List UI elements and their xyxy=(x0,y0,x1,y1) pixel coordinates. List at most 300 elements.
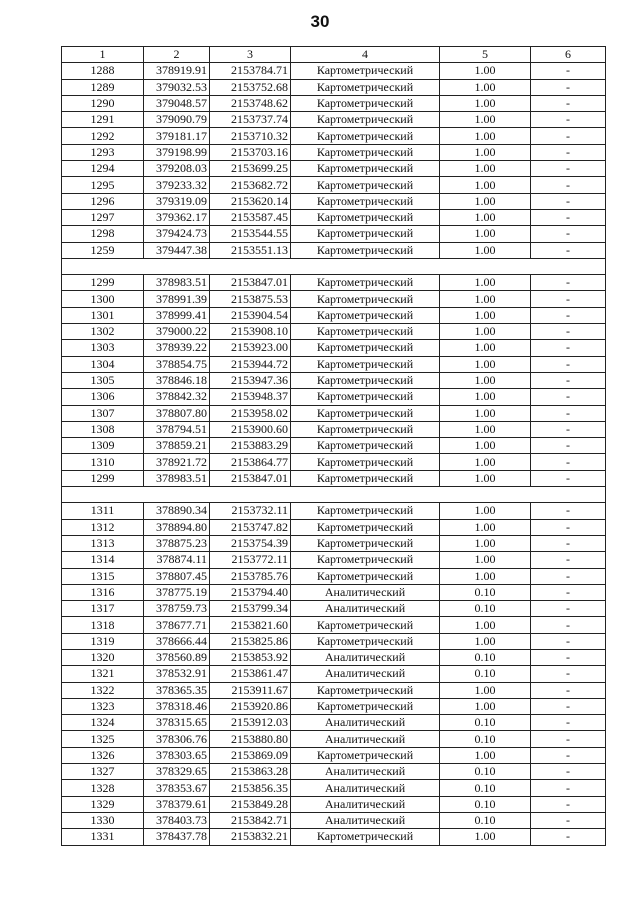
x-coordinate-cell: 378991.39 xyxy=(144,291,210,307)
table-row xyxy=(62,601,606,617)
note-cell: - xyxy=(531,649,606,665)
table-row xyxy=(62,209,606,225)
table-row xyxy=(62,340,606,356)
table-row xyxy=(62,275,606,291)
y-coordinate-cell: 2153747.82 xyxy=(210,519,291,535)
table-body xyxy=(62,63,606,845)
point-number-cell: 1307 xyxy=(62,405,144,421)
y-coordinate-cell: 2153832.21 xyxy=(210,829,291,845)
point-number-cell: 1320 xyxy=(62,649,144,665)
accuracy-cell: 1.00 xyxy=(440,63,531,79)
method-cell: Картометрический xyxy=(291,112,440,128)
col-header-3: 3 xyxy=(210,47,291,63)
method-cell: Картометрический xyxy=(291,79,440,95)
table-row xyxy=(62,764,606,780)
note-cell: - xyxy=(531,421,606,437)
point-number-cell: 1296 xyxy=(62,193,144,209)
table-row xyxy=(62,356,606,372)
accuracy-cell: 1.00 xyxy=(440,209,531,225)
point-number-cell: 1330 xyxy=(62,812,144,828)
y-coordinate-cell: 2153947.36 xyxy=(210,372,291,388)
method-cell: Картометрический xyxy=(291,161,440,177)
point-number-cell: 1297 xyxy=(62,209,144,225)
table-row xyxy=(62,519,606,535)
y-coordinate-cell: 2153620.14 xyxy=(210,193,291,209)
accuracy-cell: 1.00 xyxy=(440,79,531,95)
point-number-cell: 1304 xyxy=(62,356,144,372)
x-coordinate-cell: 379000.22 xyxy=(144,324,210,340)
accuracy-cell: 1.00 xyxy=(440,747,531,763)
table-row xyxy=(62,535,606,551)
note-cell: - xyxy=(531,715,606,731)
accuracy-cell: 1.00 xyxy=(440,405,531,421)
y-coordinate-cell: 2153737.74 xyxy=(210,112,291,128)
method-cell: Аналитический xyxy=(291,715,440,731)
x-coordinate-cell: 378919.91 xyxy=(144,63,210,79)
accuracy-cell: 0.10 xyxy=(440,715,531,731)
table-row xyxy=(62,79,606,95)
x-coordinate-cell: 378306.76 xyxy=(144,731,210,747)
method-cell: Картометрический xyxy=(291,324,440,340)
note-cell: - xyxy=(531,503,606,519)
y-coordinate-cell: 2153861.47 xyxy=(210,666,291,682)
y-coordinate-cell: 2153772.11 xyxy=(210,552,291,568)
method-cell: Картометрический xyxy=(291,307,440,323)
point-number-cell: 1306 xyxy=(62,389,144,405)
point-number-cell: 1300 xyxy=(62,291,144,307)
point-number-cell: 1313 xyxy=(62,535,144,551)
x-coordinate-cell: 378353.67 xyxy=(144,780,210,796)
separator-row xyxy=(62,258,606,274)
note-cell: - xyxy=(531,291,606,307)
x-coordinate-cell: 378666.44 xyxy=(144,633,210,649)
y-coordinate-cell: 2153703.16 xyxy=(210,144,291,160)
accuracy-cell: 1.00 xyxy=(440,519,531,535)
accuracy-cell: 0.10 xyxy=(440,584,531,600)
point-number-cell: 1318 xyxy=(62,617,144,633)
y-coordinate-cell: 2153863.28 xyxy=(210,764,291,780)
method-cell: Аналитический xyxy=(291,780,440,796)
method-cell: Аналитический xyxy=(291,796,440,812)
point-number-cell: 1312 xyxy=(62,519,144,535)
x-coordinate-cell: 378874.11 xyxy=(144,552,210,568)
note-cell: - xyxy=(531,535,606,551)
point-number-cell: 1294 xyxy=(62,161,144,177)
method-cell: Картометрический xyxy=(291,128,440,144)
col-header-5: 5 xyxy=(440,47,531,63)
accuracy-cell: 0.10 xyxy=(440,796,531,812)
accuracy-cell: 1.00 xyxy=(440,307,531,323)
y-coordinate-cell: 2153920.86 xyxy=(210,698,291,714)
table-row xyxy=(62,405,606,421)
point-number-cell: 1301 xyxy=(62,307,144,323)
accuracy-cell: 0.10 xyxy=(440,780,531,796)
y-coordinate-cell: 2153883.29 xyxy=(210,438,291,454)
accuracy-cell: 1.00 xyxy=(440,617,531,633)
note-cell: - xyxy=(531,698,606,714)
accuracy-cell: 1.00 xyxy=(440,144,531,160)
note-cell: - xyxy=(531,79,606,95)
col-header-6: 6 xyxy=(531,47,606,63)
note-cell: - xyxy=(531,666,606,682)
point-number-cell: 1329 xyxy=(62,796,144,812)
note-cell: - xyxy=(531,568,606,584)
x-coordinate-cell: 379424.73 xyxy=(144,226,210,242)
point-number-cell: 1305 xyxy=(62,372,144,388)
note-cell: - xyxy=(531,731,606,747)
note-cell: - xyxy=(531,764,606,780)
method-cell: Картометрический xyxy=(291,519,440,535)
point-number-cell: 1293 xyxy=(62,144,144,160)
note-cell: - xyxy=(531,177,606,193)
table-row xyxy=(62,95,606,111)
table-row xyxy=(62,307,606,323)
table-row xyxy=(62,747,606,763)
point-number-cell: 1299 xyxy=(62,275,144,291)
method-cell: Картометрический xyxy=(291,552,440,568)
accuracy-cell: 1.00 xyxy=(440,682,531,698)
point-number-cell: 1291 xyxy=(62,112,144,128)
method-cell: Картометрический xyxy=(291,242,440,258)
accuracy-cell: 0.10 xyxy=(440,764,531,780)
accuracy-cell: 0.10 xyxy=(440,666,531,682)
x-coordinate-cell: 378890.34 xyxy=(144,503,210,519)
note-cell: - xyxy=(531,356,606,372)
y-coordinate-cell: 2153849.28 xyxy=(210,796,291,812)
note-cell: - xyxy=(531,829,606,845)
x-coordinate-cell: 378775.19 xyxy=(144,584,210,600)
method-cell: Картометрический xyxy=(291,438,440,454)
note-cell: - xyxy=(531,405,606,421)
x-coordinate-cell: 379233.32 xyxy=(144,177,210,193)
table-row xyxy=(62,324,606,340)
y-coordinate-cell: 2153799.34 xyxy=(210,601,291,617)
point-number-cell: 1290 xyxy=(62,95,144,111)
point-number-cell: 1323 xyxy=(62,698,144,714)
point-number-cell: 1302 xyxy=(62,324,144,340)
point-number-cell: 1317 xyxy=(62,601,144,617)
accuracy-cell: 1.00 xyxy=(440,535,531,551)
x-coordinate-cell: 379362.17 xyxy=(144,209,210,225)
accuracy-cell: 1.00 xyxy=(440,372,531,388)
y-coordinate-cell: 2153847.01 xyxy=(210,470,291,486)
note-cell: - xyxy=(531,617,606,633)
point-number-cell: 1259 xyxy=(62,242,144,258)
table-row xyxy=(62,829,606,845)
point-number-cell: 1319 xyxy=(62,633,144,649)
method-cell: Картометрический xyxy=(291,454,440,470)
table-row xyxy=(62,226,606,242)
x-coordinate-cell: 378379.61 xyxy=(144,796,210,812)
table-row xyxy=(62,780,606,796)
x-coordinate-cell: 379048.57 xyxy=(144,95,210,111)
point-number-cell: 1299 xyxy=(62,470,144,486)
note-cell: - xyxy=(531,226,606,242)
x-coordinate-cell: 379198.99 xyxy=(144,144,210,160)
note-cell: - xyxy=(531,242,606,258)
table-row xyxy=(62,128,606,144)
accuracy-cell: 1.00 xyxy=(440,633,531,649)
point-number-cell: 1328 xyxy=(62,780,144,796)
method-cell: Аналитический xyxy=(291,601,440,617)
accuracy-cell: 1.00 xyxy=(440,226,531,242)
note-cell: - xyxy=(531,161,606,177)
table-row xyxy=(62,438,606,454)
method-cell: Картометрический xyxy=(291,421,440,437)
accuracy-cell: 1.00 xyxy=(440,470,531,486)
table-row xyxy=(62,161,606,177)
x-coordinate-cell: 378807.45 xyxy=(144,568,210,584)
x-coordinate-cell: 378303.65 xyxy=(144,747,210,763)
table-row xyxy=(62,682,606,698)
x-coordinate-cell: 378329.65 xyxy=(144,764,210,780)
x-coordinate-cell: 379032.53 xyxy=(144,79,210,95)
point-number-cell: 1315 xyxy=(62,568,144,584)
accuracy-cell: 0.10 xyxy=(440,812,531,828)
point-number-cell: 1311 xyxy=(62,503,144,519)
point-number-cell: 1309 xyxy=(62,438,144,454)
method-cell: Картометрический xyxy=(291,291,440,307)
x-coordinate-cell: 379319.09 xyxy=(144,193,210,209)
accuracy-cell: 0.10 xyxy=(440,601,531,617)
note-cell: - xyxy=(531,144,606,160)
point-number-cell: 1289 xyxy=(62,79,144,95)
point-number-cell: 1310 xyxy=(62,454,144,470)
method-cell: Картометрический xyxy=(291,144,440,160)
method-cell: Картометрический xyxy=(291,617,440,633)
accuracy-cell: 1.00 xyxy=(440,112,531,128)
accuracy-cell: 1.00 xyxy=(440,161,531,177)
y-coordinate-cell: 2153748.62 xyxy=(210,95,291,111)
point-number-cell: 1314 xyxy=(62,552,144,568)
accuracy-cell: 0.10 xyxy=(440,649,531,665)
note-cell: - xyxy=(531,601,606,617)
table-row xyxy=(62,731,606,747)
x-coordinate-cell: 378983.51 xyxy=(144,275,210,291)
x-coordinate-cell: 378365.35 xyxy=(144,682,210,698)
note-cell: - xyxy=(531,682,606,698)
point-number-cell: 1298 xyxy=(62,226,144,242)
note-cell: - xyxy=(531,780,606,796)
note-cell: - xyxy=(531,340,606,356)
accuracy-cell: 1.00 xyxy=(440,291,531,307)
col-header-4: 4 xyxy=(291,47,440,63)
point-number-cell: 1321 xyxy=(62,666,144,682)
y-coordinate-cell: 2153785.76 xyxy=(210,568,291,584)
table-row xyxy=(62,649,606,665)
table-row xyxy=(62,633,606,649)
x-coordinate-cell: 378403.73 xyxy=(144,812,210,828)
y-coordinate-cell: 2153587.45 xyxy=(210,209,291,225)
table-row xyxy=(62,796,606,812)
note-cell: - xyxy=(531,747,606,763)
point-number-cell: 1324 xyxy=(62,715,144,731)
x-coordinate-cell: 378846.18 xyxy=(144,372,210,388)
y-coordinate-cell: 2153923.00 xyxy=(210,340,291,356)
x-coordinate-cell: 378560.89 xyxy=(144,649,210,665)
separator-row xyxy=(62,487,606,503)
point-number-cell: 1331 xyxy=(62,829,144,845)
note-cell: - xyxy=(531,389,606,405)
note-cell: - xyxy=(531,307,606,323)
note-cell: - xyxy=(531,454,606,470)
y-coordinate-cell: 2153754.39 xyxy=(210,535,291,551)
point-number-cell: 1292 xyxy=(62,128,144,144)
table-row xyxy=(62,389,606,405)
method-cell: Аналитический xyxy=(291,731,440,747)
note-cell: - xyxy=(531,193,606,209)
method-cell: Картометрический xyxy=(291,226,440,242)
method-cell: Картометрический xyxy=(291,356,440,372)
method-cell: Аналитический xyxy=(291,666,440,682)
accuracy-cell: 1.00 xyxy=(440,356,531,372)
method-cell: Картометрический xyxy=(291,95,440,111)
table-row xyxy=(62,144,606,160)
method-cell: Картометрический xyxy=(291,633,440,649)
note-cell: - xyxy=(531,95,606,111)
accuracy-cell: 1.00 xyxy=(440,503,531,519)
method-cell: Картометрический xyxy=(291,747,440,763)
method-cell: Картометрический xyxy=(291,372,440,388)
x-coordinate-cell: 378315.65 xyxy=(144,715,210,731)
accuracy-cell: 1.00 xyxy=(440,552,531,568)
x-coordinate-cell: 379447.38 xyxy=(144,242,210,258)
note-cell: - xyxy=(531,324,606,340)
method-cell: Картометрический xyxy=(291,177,440,193)
y-coordinate-cell: 2153958.02 xyxy=(210,405,291,421)
table-row xyxy=(62,568,606,584)
note-cell: - xyxy=(531,796,606,812)
point-number-cell: 1316 xyxy=(62,584,144,600)
coordinates-table xyxy=(61,46,606,846)
y-coordinate-cell: 2153944.72 xyxy=(210,356,291,372)
method-cell: Картометрический xyxy=(291,63,440,79)
x-coordinate-cell: 378677.71 xyxy=(144,617,210,633)
x-coordinate-cell: 378437.78 xyxy=(144,829,210,845)
method-cell: Картометрический xyxy=(291,389,440,405)
point-number-cell: 1308 xyxy=(62,421,144,437)
accuracy-cell: 1.00 xyxy=(440,275,531,291)
x-coordinate-cell: 378859.21 xyxy=(144,438,210,454)
point-number-cell: 1295 xyxy=(62,177,144,193)
x-coordinate-cell: 378807.80 xyxy=(144,405,210,421)
table-row xyxy=(62,421,606,437)
y-coordinate-cell: 2153732.11 xyxy=(210,503,291,519)
method-cell: Картометрический xyxy=(291,470,440,486)
table-row xyxy=(62,698,606,714)
table-row xyxy=(62,177,606,193)
note-cell: - xyxy=(531,519,606,535)
method-cell: Картометрический xyxy=(291,503,440,519)
note-cell: - xyxy=(531,470,606,486)
method-cell: Картометрический xyxy=(291,682,440,698)
table-row xyxy=(62,552,606,568)
y-coordinate-cell: 2153948.37 xyxy=(210,389,291,405)
table-row xyxy=(62,470,606,486)
y-coordinate-cell: 2153900.60 xyxy=(210,421,291,437)
table-row xyxy=(62,812,606,828)
note-cell: - xyxy=(531,275,606,291)
note-cell: - xyxy=(531,552,606,568)
point-number-cell: 1288 xyxy=(62,63,144,79)
x-coordinate-cell: 378983.51 xyxy=(144,470,210,486)
method-cell: Аналитический xyxy=(291,764,440,780)
y-coordinate-cell: 2153908.10 xyxy=(210,324,291,340)
separator-cell xyxy=(62,258,606,274)
accuracy-cell: 0.10 xyxy=(440,731,531,747)
note-cell: - xyxy=(531,209,606,225)
y-coordinate-cell: 2153544.55 xyxy=(210,226,291,242)
x-coordinate-cell: 378759.73 xyxy=(144,601,210,617)
x-coordinate-cell: 378939.22 xyxy=(144,340,210,356)
accuracy-cell: 1.00 xyxy=(440,829,531,845)
y-coordinate-cell: 2153864.77 xyxy=(210,454,291,470)
accuracy-cell: 1.00 xyxy=(440,177,531,193)
col-header-2: 2 xyxy=(144,47,210,63)
x-coordinate-cell: 378842.32 xyxy=(144,389,210,405)
x-coordinate-cell: 378894.80 xyxy=(144,519,210,535)
method-cell: Картометрический xyxy=(291,568,440,584)
accuracy-cell: 1.00 xyxy=(440,454,531,470)
y-coordinate-cell: 2153912.03 xyxy=(210,715,291,731)
y-coordinate-cell: 2153853.92 xyxy=(210,649,291,665)
x-coordinate-cell: 378921.72 xyxy=(144,454,210,470)
header-row xyxy=(62,47,606,63)
table-row xyxy=(62,503,606,519)
note-cell: - xyxy=(531,63,606,79)
x-coordinate-cell: 379090.79 xyxy=(144,112,210,128)
note-cell: - xyxy=(531,128,606,144)
table-row xyxy=(62,584,606,600)
y-coordinate-cell: 2153551.13 xyxy=(210,242,291,258)
y-coordinate-cell: 2153752.68 xyxy=(210,79,291,95)
method-cell: Картометрический xyxy=(291,535,440,551)
y-coordinate-cell: 2153825.86 xyxy=(210,633,291,649)
accuracy-cell: 1.00 xyxy=(440,438,531,454)
x-coordinate-cell: 379181.17 xyxy=(144,128,210,144)
table-row xyxy=(62,63,606,79)
table-row xyxy=(62,372,606,388)
table-row xyxy=(62,666,606,682)
accuracy-cell: 1.00 xyxy=(440,128,531,144)
note-cell: - xyxy=(531,584,606,600)
accuracy-cell: 1.00 xyxy=(440,95,531,111)
note-cell: - xyxy=(531,812,606,828)
method-cell: Картометрический xyxy=(291,405,440,421)
y-coordinate-cell: 2153710.32 xyxy=(210,128,291,144)
method-cell: Картометрический xyxy=(291,698,440,714)
point-number-cell: 1325 xyxy=(62,731,144,747)
accuracy-cell: 1.00 xyxy=(440,568,531,584)
y-coordinate-cell: 2153784.71 xyxy=(210,63,291,79)
method-cell: Картометрический xyxy=(291,829,440,845)
method-cell: Аналитический xyxy=(291,584,440,600)
col-header-1: 1 xyxy=(62,47,144,63)
method-cell: Картометрический xyxy=(291,193,440,209)
note-cell: - xyxy=(531,633,606,649)
method-cell: Картометрический xyxy=(291,209,440,225)
accuracy-cell: 1.00 xyxy=(440,324,531,340)
method-cell: Аналитический xyxy=(291,812,440,828)
accuracy-cell: 1.00 xyxy=(440,698,531,714)
note-cell: - xyxy=(531,438,606,454)
y-coordinate-cell: 2153875.53 xyxy=(210,291,291,307)
y-coordinate-cell: 2153842.71 xyxy=(210,812,291,828)
page-number: 30 xyxy=(310,12,330,31)
y-coordinate-cell: 2153821.60 xyxy=(210,617,291,633)
table-row xyxy=(62,617,606,633)
point-number-cell: 1326 xyxy=(62,747,144,763)
